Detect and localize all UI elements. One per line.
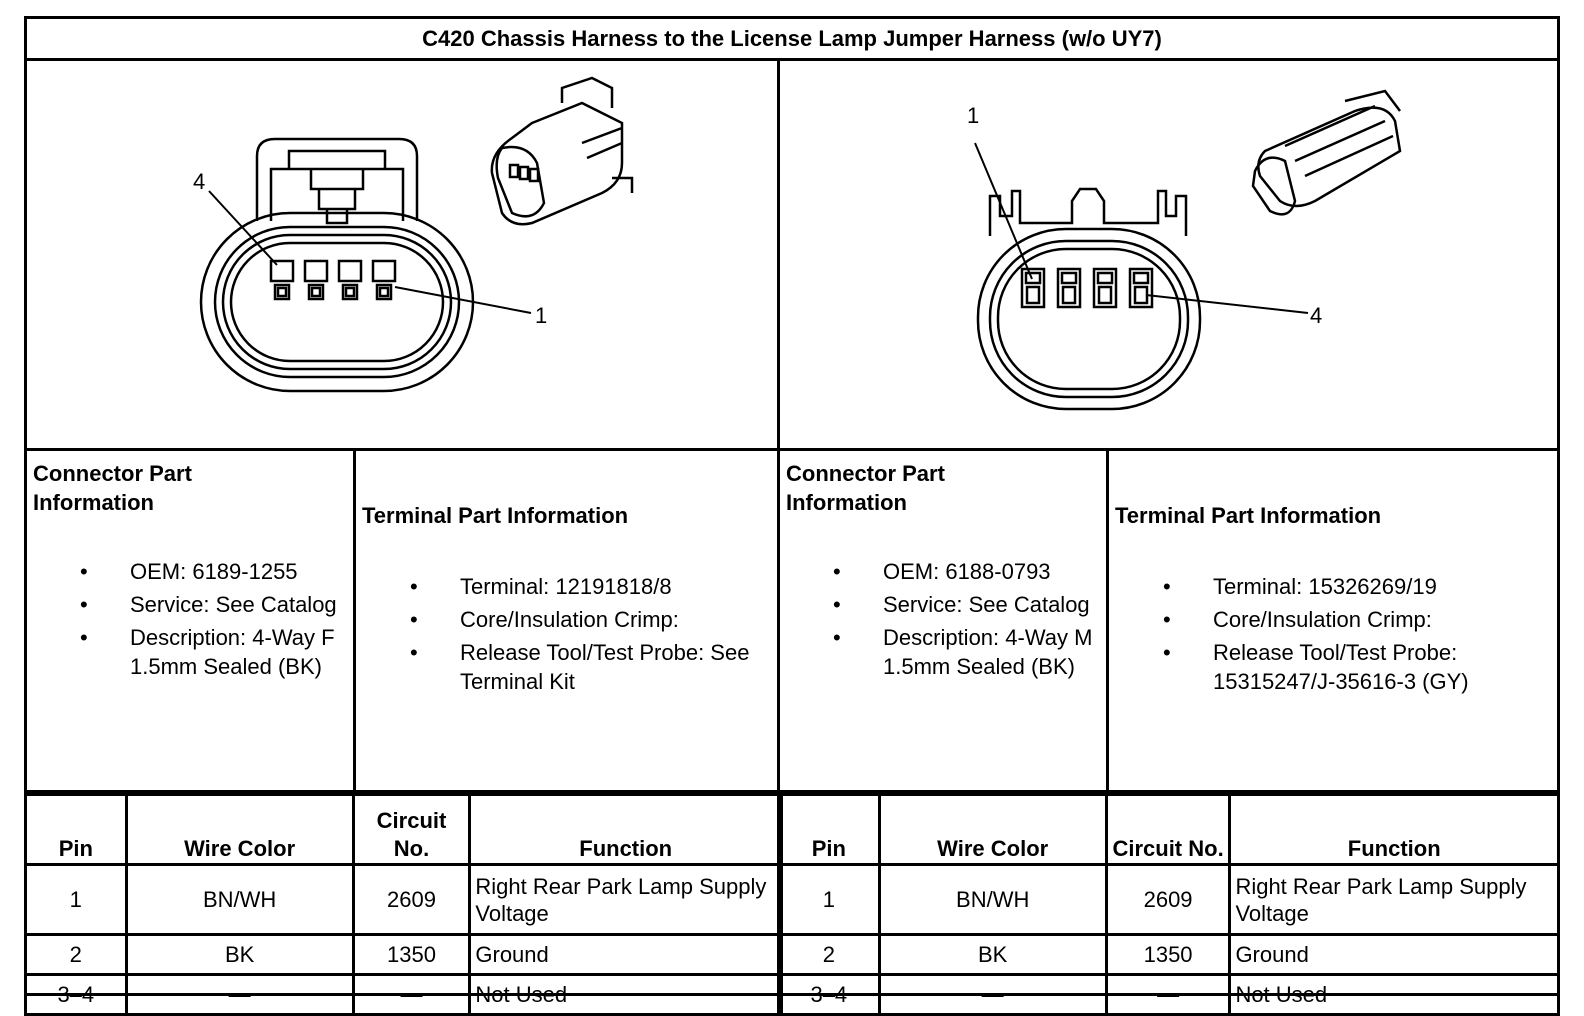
left-terminal-list [460,572,770,696]
right-terminal-tool: • Release Tool/Test Probe: 15315247/J-35616-3 (GY) [1213,638,1543,696]
male-connector-face-drawing [780,61,1557,449]
connector-sheet [24,16,1560,1007]
cell-pin: 3–4 [779,975,880,1015]
right-terminal-list [1213,572,1543,696]
cell-pin: 1 [26,865,127,935]
header-circuit: Circuit No. [1106,795,1230,865]
table-row [26,865,782,935]
cell-pin: 1 [779,865,880,935]
right-terminal-number: • Terminal: 15326269/19 [1213,572,1543,601]
left-connector-diagram [27,61,780,451]
header-pin: Pin [779,795,880,865]
cell-pin: 3–4 [26,975,127,1015]
cell-pin: 2 [779,935,880,975]
cell-wire-color: BK [126,935,353,975]
cell-circuit: 1350 [353,935,470,975]
left-pin-4-label: 4 [193,169,206,194]
left-terminal-tool: • Release Tool/Test Probe: See Terminal Kit [460,638,770,696]
right-terminal-crimp: • Core/Insulation Crimp: [1213,605,1543,634]
cell-wire-color: — [126,975,353,1015]
table-header-row [779,795,1559,865]
cell-pin: 2 [26,935,127,975]
left-terminal-heading: Terminal Part Information [362,503,629,528]
cell-function: Ground [470,935,782,975]
header-wire-color: Wire Color [879,795,1106,865]
header-function: Function [470,795,782,865]
cell-wire-color: — [879,975,1106,1015]
header-wire-color: Wire Color [126,795,353,865]
right-pin-4-label: 4 [1310,303,1323,328]
left-pin-1-label: 1 [535,303,548,328]
cell-function: Not Used [1230,975,1559,1015]
right-connector-description: • Description: 4-Way M 1.5mm Sealed (BK) [883,623,1098,681]
right-pin-1-label: 1 [967,103,980,128]
right-pinout-table [777,793,1560,1016]
left-connector-description: • Description: 4-Way F 1.5mm Sealed (BK) [130,623,345,681]
right-connector-info [780,451,1109,793]
right-terminal-info [1109,451,1557,793]
sheet-title: C420 Chassis Harness to the License Lamp Jumper Harness (w/o UY7) [27,19,1557,61]
left-connector-oem: • OEM: 6189-1255 [130,557,345,586]
cell-function: Ground [1230,935,1559,975]
cell-wire-color: BK [879,935,1106,975]
cell-circuit: 1350 [1106,935,1230,975]
table-row [779,935,1559,975]
cell-function: Right Rear Park Lamp Supply Voltage [470,865,782,935]
left-connector-heading: Connector Part Information [33,461,192,515]
left-terminal-number: • Terminal: 12191818/8 [460,572,770,601]
right-connector-service: • Service: See Catalog [883,590,1098,619]
left-terminal-crimp: • Core/Insulation Crimp: [460,605,770,634]
cell-circuit: — [353,975,470,1015]
table-row [26,975,782,1015]
cell-circuit: 2609 [1106,865,1230,935]
cell-wire-color: BN/WH [126,865,353,935]
header-pin: Pin [26,795,127,865]
left-connector-info [27,451,356,793]
left-connector-service: • Service: See Catalog [130,590,345,619]
left-terminal-info [356,451,780,793]
female-connector-face-drawing [27,61,780,449]
right-connector-diagram [780,61,1557,451]
table-row [779,865,1559,935]
left-connector-list [130,557,345,681]
cell-circuit: — [1106,975,1230,1015]
right-connector-heading: Connector Part Information [786,461,945,515]
right-connector-list [883,557,1098,681]
header-circuit: Circuit No. [353,795,470,865]
table-row [779,975,1559,1015]
left-pinout-table [24,793,783,1016]
right-terminal-heading: Terminal Part Information [1115,503,1382,528]
cell-function: Right Rear Park Lamp Supply Voltage [1230,865,1559,935]
right-connector-oem: • OEM: 6188-0793 [883,557,1098,586]
table-row [26,935,782,975]
table-header-row [26,795,782,865]
cell-function: Not Used [470,975,782,1015]
cell-circuit: 2609 [353,865,470,935]
header-function: Function [1230,795,1559,865]
cell-wire-color: BN/WH [879,865,1106,935]
